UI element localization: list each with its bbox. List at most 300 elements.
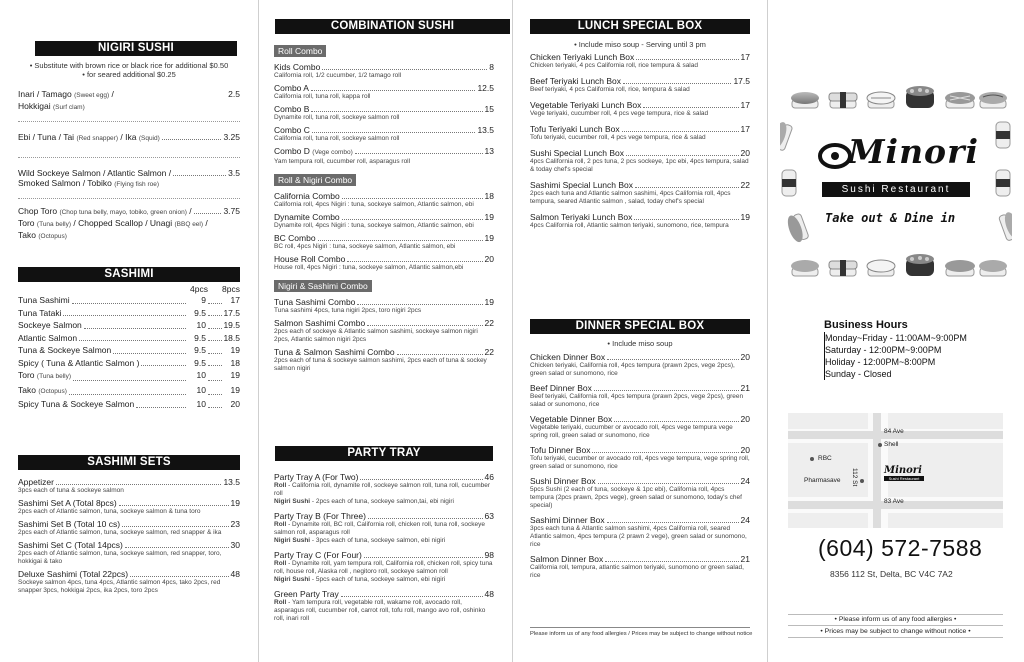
logo-fish-icon: [818, 139, 852, 169]
menu-item-title: [530, 76, 750, 86]
menu-item-description: 4pcs California roll, Atlantic salmon teriyaki, sunomono, rice, tempura: [530, 222, 729, 229]
nigiri-row-toro: Toro (Tuna belly) / Chopped Scallop / Unagi (BBQ eel) /: [18, 218, 208, 228]
sashimi-sets-header: SASHIMI SETS: [18, 455, 240, 470]
menu-item-title: [18, 519, 240, 529]
menu-item-description: 2pcs each of tuna & sockeye salmon sashimi, 2pcs each of tuna & sockey salmon nigiri: [274, 357, 487, 372]
panel-lunch-dinner: [513, 0, 767, 662]
sashimi-row: [18, 357, 240, 370]
lunch-item: [530, 212, 750, 230]
menu-item-title: [18, 477, 240, 487]
leader-dots: [347, 254, 482, 262]
map-block: [788, 413, 868, 429]
business-hours-line: Holiday - 12:00PM~8:00PM: [825, 357, 936, 367]
item-price: 13: [484, 146, 494, 156]
nigiri-row-wild-sockeye: Wild Sockeye Salmon / Atlantic Salmon / 3.5: [18, 168, 240, 178]
phone-number[interactable]: (604) 572-7588: [818, 535, 983, 561]
nigiri-list: [18, 89, 240, 242]
menu-item-title: [274, 146, 494, 158]
leader-dots: [113, 344, 186, 354]
lunch-note: • Include miso soup - Serving until 3 pm: [574, 40, 706, 49]
menu-item-description: Vege teriyaki, cucumber roll, 4 pcs vege tempura, rice & salad: [530, 110, 709, 117]
leader-dots: [72, 294, 186, 304]
price-4pcs: 10: [196, 370, 206, 380]
item-price: 20: [740, 148, 750, 158]
lunch-item: [530, 52, 750, 70]
leader-dots: [622, 124, 739, 132]
map-block: [888, 513, 1003, 528]
item-name: Tuna & Salmon Sashimi Combo: [274, 347, 395, 357]
item-name: Chicken Dinner Box: [530, 352, 606, 362]
nigiri-row-tako: Tako (Octopus): [18, 230, 67, 240]
price-4pcs: 9.5: [194, 345, 206, 355]
item-price: 23: [230, 519, 240, 529]
menu-item-title: [530, 148, 750, 158]
menu-item-title: [18, 569, 240, 579]
roll-nigiri-combo-group: [274, 191, 494, 272]
menu-item-title: [530, 414, 750, 424]
map-pin-icon: [860, 479, 864, 483]
menu-item-description: California roll, tuna roll, sockeye salmon roll: [274, 135, 400, 142]
business-hours-list: [824, 332, 1014, 380]
item-name: Party Tray B (For Three): [274, 511, 366, 521]
map-block: [888, 413, 1003, 429]
menu-item-description: 2pcs each tuna and Atlantic salmon sashimi, 4pcs California roll, 4pcs tempura, seared Atlantic salmon , salad, today chef's special: [530, 190, 731, 205]
item-price: 20: [740, 445, 750, 455]
dinner-item: [530, 445, 750, 471]
menu-item-description: Tofu teriyaki, cucumber or avocado roll, 4pcs vege tempura, vege spring roll, green salad or sunomono, rice: [530, 455, 750, 470]
item-name: Green Party Tray: [274, 589, 339, 599]
menu-item-description: California roll, 4pcs Nigiri : tuna, sockeye salmon, Atlantic salmon, ebi: [274, 201, 474, 208]
sashimi-header: SASHIMI: [18, 267, 240, 282]
nigiri-row-hokkigai: Hokkigai (Surf clam): [18, 101, 85, 111]
menu-item-title: [274, 589, 494, 599]
item-name: Tofu Dinner Box: [530, 445, 591, 455]
menu-item-title: [530, 52, 750, 62]
brand-tagline: Sushi Restaurant: [822, 182, 970, 197]
leader-dots: [626, 148, 739, 156]
item-price: 17: [740, 124, 750, 134]
dinner-item: [530, 554, 750, 580]
party-roll-description: Roll - Yam tempura roll, vegetable roll, wakame roll, avocado roll, asparagus roll, cucumber roll, carrot roll, tofu roll, mango avo roll, oshinko roll, inari roll: [274, 599, 486, 622]
price-4pcs: 10: [196, 384, 206, 395]
map-restaurant-marker: [884, 465, 924, 481]
price-8pcs: 19: [230, 384, 240, 395]
lunch-header: LUNCH SPECIAL BOX: [530, 19, 750, 34]
combo-item: [274, 191, 494, 209]
leader-dots: [592, 445, 738, 453]
sashimi-row: [18, 398, 240, 411]
leader-dots: [594, 383, 739, 391]
leader-dots: [355, 146, 483, 154]
menu-item-title: [530, 100, 750, 110]
lunch-item: [530, 100, 750, 118]
party-roll-description: Roll - California roll, dynamite roll, sockeye salmon roll, tuna roll, cucumber roll: [274, 482, 491, 497]
business-hours-line: Saturday - 12:00PM~9:00PM: [825, 345, 942, 355]
item-name: BC Combo: [274, 233, 316, 243]
combo-item: [274, 104, 494, 122]
sushi-left-column: [780, 120, 809, 244]
address: 8356 112 St, Delta, BC V4C 7A2: [830, 569, 953, 579]
combo-item: [274, 146, 494, 166]
allergy-note: • Please inform us of any food allergies •: [788, 614, 1003, 626]
leader-dots: [63, 307, 186, 317]
brand-name: Minori: [848, 132, 979, 171]
combo-item: [274, 233, 494, 251]
leader-dots: [598, 476, 739, 484]
party-nigiri-description: Nigiri Sushi - 2pcs each of tuna, sockeye salmon,tai, ebi nigiri: [274, 498, 454, 505]
item-price: 48: [230, 569, 240, 579]
leader-dots: [56, 477, 222, 485]
panel-cover: [768, 0, 1024, 662]
menu-item-title: [274, 347, 494, 357]
map-road-112-st: [873, 413, 881, 528]
item-name: Dynamite Combo: [274, 212, 340, 222]
item-price: 17: [740, 52, 750, 62]
item-price: 13.5: [223, 477, 240, 487]
item-price: 24: [740, 515, 750, 525]
leader-dots: [318, 233, 483, 241]
nigiri-row-chop-toro: Chop Toro (Chop tuna belly, mayo, tobiko, green onion) / 3.75: [18, 206, 240, 216]
nigiri-separator: [18, 198, 240, 199]
item-name: Sushi Dinner Box: [530, 476, 596, 486]
menu-item-description: 4pcs California roll, 2 pcs tuna, 2 pcs sockeye, 1pc ebi, 4pcs tempura, salad & today chef's special: [530, 158, 749, 173]
menu-item-title: [530, 445, 750, 455]
item-name: House Roll Combo: [274, 254, 346, 264]
item-name: Sashimi Set A (Total 8pcs): [18, 498, 117, 508]
item-price: 19: [230, 498, 240, 508]
leader-dots: [208, 344, 222, 354]
item-price: 48: [484, 589, 494, 599]
item-price: 20: [740, 352, 750, 362]
item-name: Spicy Tuna & Sockeye Salmon: [18, 399, 135, 409]
leader-dots: [605, 554, 738, 562]
sashimi-set-item: [18, 540, 240, 566]
dine-option-text: Take out & Dine in: [825, 211, 956, 225]
roll-combo-group: [274, 62, 494, 166]
item-name: Tuna Sashimi: [18, 295, 70, 305]
menu-item-description: Dynamite roll, tuna roll, sockeye salmon roll: [274, 114, 400, 121]
sashimi-row: [18, 307, 240, 320]
combination-header: COMBINATION SUSHI: [275, 19, 510, 34]
nigiri-row-inari: Inari / Tamago (Sweet egg) / 2.5: [18, 89, 240, 99]
item-name: Spicy ( Tuna & Atlantic Salmon ): [18, 357, 140, 368]
price-4pcs: 9.5: [194, 307, 206, 318]
roll-nigiri-combo-label: Roll & Nigiri Combo: [274, 174, 356, 186]
party-nigiri-description: Nigiri Sushi - 5pcs each of tuna, sockeye salmon, ebi nigiri: [274, 576, 446, 583]
map-restaurant-logo: Minori: [884, 465, 922, 476]
leader-dots: [364, 550, 483, 558]
menu-item-title: [530, 515, 750, 525]
leader-dots: [311, 104, 482, 112]
menu-item-description: Yam tempura roll, cucumber roll, asparagus roll: [274, 158, 411, 165]
dinner-note: • Include miso soup: [607, 339, 673, 348]
item-name: Atlantic Salmon: [18, 332, 78, 343]
price-8pcs: 19: [230, 370, 240, 380]
leader-dots: [136, 398, 186, 408]
item-price: 19: [740, 212, 750, 222]
item-name: Salmon Dinner Box: [530, 554, 604, 564]
menu-item-description: California roll, 1/2 cucumber, 1/2 tamago roll: [274, 72, 402, 79]
map-pin-icon: [810, 457, 814, 461]
menu-item-title: [530, 180, 750, 190]
leader-dots: [130, 569, 228, 577]
menu-item-description: California roll, tuna roll, kappa roll: [274, 93, 371, 100]
item-name: Tuna Tataki: [18, 307, 62, 318]
nigiri-separator: [18, 121, 240, 122]
map-label-pharmasave: Pharmasave: [804, 477, 841, 484]
item-price: 22: [484, 318, 494, 328]
item-name: Sockeye Salmon: [18, 320, 82, 330]
map-label-83-ave: 83 Ave: [884, 498, 904, 505]
item-name: Deluxe Sashimi (Total 22pcs): [18, 569, 129, 579]
party-roll-description: Roll - Dynamite roll, yam tempura roll, California roll, chicken roll, spicy tuna roll, house roll, Alaska roll , negitoro roll, sockeye salmon roll: [274, 560, 493, 575]
sashimi-sets-list: [18, 477, 240, 598]
menu-item-title: [274, 297, 494, 307]
menu-item-title: [274, 212, 494, 222]
lunch-list: [530, 52, 750, 236]
menu-item-title: [274, 83, 494, 93]
menu-item-description: 3pcs each tuna & Atlantic salmon sashimi, 4pcs California roll, seared Atlantic salmon, 4pcs tempura (2 prawn 2 vege), green salad or sunomono, rice: [530, 525, 747, 548]
item-price: 19: [484, 233, 494, 243]
item-name: Beef Dinner Box: [530, 383, 592, 393]
menu-item-title: [530, 212, 750, 222]
item-name: Party Tray A (For Two): [274, 472, 359, 482]
leader-dots: [141, 357, 186, 367]
dinner-header: DINNER SPECIAL BOX: [530, 319, 750, 334]
item-name: Salmon Sashimi Combo: [274, 318, 366, 328]
party-tray-list: [274, 472, 494, 628]
item-name: Tofu Teriyaki Lunch Box: [530, 124, 620, 134]
leader-dots: [397, 347, 483, 355]
item-name: Combo B: [274, 104, 310, 114]
nigiri-sashimi-combo-group: [274, 297, 494, 373]
price-4pcs: 10: [196, 399, 206, 409]
panel-nigiri-sashimi: [0, 0, 258, 662]
leader-dots: [79, 332, 186, 342]
menu-item-title: [530, 476, 750, 486]
party-tray-item: [274, 511, 494, 545]
panel-combination-party: [259, 0, 512, 662]
menu-item-description: Dynamite roll, 4pcs Nigiri : tuna, sockeye salmon, Atlantic salmon, ebi: [274, 222, 474, 229]
item-name: Sushi Special Lunch Box: [530, 148, 625, 158]
item-price: 19: [484, 212, 494, 222]
party-tray-header: PARTY TRAY: [275, 446, 493, 461]
menu-item-description: 2pcs each of Atlantic salmon, tuna, sockeye salmon, red snapper & ika: [18, 529, 222, 536]
sashimi-row: [18, 344, 240, 357]
price-8pcs: 18: [230, 357, 240, 368]
sushi-bottom-row: [791, 254, 1007, 276]
nigiri-note-brown-rice: • Substitute with brown rice or black rice for additional $0.50: [29, 61, 229, 70]
item-name: Tuna & Sockeye Salmon: [18, 345, 112, 355]
menu-item-description: Chicken teriyaki, 4 pcs California roll, rice tempura & salad: [530, 62, 698, 69]
leader-dots: [368, 511, 483, 519]
price-8pcs: 18.5: [223, 332, 240, 343]
item-price: 46: [484, 472, 494, 482]
menu-item-description: BC roll, 4pcs Nigiri : tuna, sockeye salmon, Atlantic salmon, ebi: [274, 243, 456, 250]
menu-item-title: [274, 62, 494, 72]
menu-item-title: [274, 550, 494, 560]
nigiri-sashimi-combo-label: Nigiri & Sashimi Combo: [274, 280, 372, 292]
price-4pcs: 9.5: [194, 357, 206, 368]
item-name: Sashimi Dinner Box: [530, 515, 605, 525]
item-name: Toro (Tuna belly): [18, 370, 71, 380]
item-price: 22: [740, 180, 750, 190]
nigiri-row-ebi: Ebi / Tuna / Tai (Red snapper) / Ika (Squid) 3.25: [18, 132, 240, 142]
menu-item-description: 2pcs each of Atlantic salmon, tuna, sockeye salmon, red snapper, toro, hokkigai & tako: [18, 550, 222, 565]
nigiri-row-smoked-salmon: Smoked Salmon / Tobiko (Flying fish roe): [18, 178, 160, 188]
combo-item: [274, 125, 494, 143]
leader-dots: [635, 180, 739, 188]
leader-dots: [69, 384, 186, 396]
menu-item-description: Tofu teriyaki, cucumber roll, 4 pcs vege tempura, rice & salad: [530, 134, 706, 141]
menu-item-title: [530, 124, 750, 134]
party-tray-item: [274, 472, 494, 506]
item-name: Kids Combo: [274, 62, 321, 72]
dinner-item: [530, 515, 750, 549]
item-price: 12.5: [477, 83, 494, 93]
lunch-item: [530, 124, 750, 142]
map-label-112-st: 112 St: [851, 468, 858, 487]
sushi-right-column: [996, 122, 1012, 242]
lunch-item: [530, 148, 750, 174]
dinner-item: [530, 476, 750, 510]
leader-dots: [208, 332, 222, 342]
price-8pcs: 19.5: [223, 320, 240, 330]
leader-dots: [208, 357, 222, 367]
item-price: 63: [484, 511, 494, 521]
price-8pcs: 20: [230, 399, 240, 409]
sashimi-col-headers: 4pcs 8pcs: [190, 284, 240, 294]
item-price: 8: [489, 62, 494, 72]
sashimi-set-item: [18, 569, 240, 595]
leader-dots: [208, 369, 222, 381]
sashimi-rows: [18, 294, 240, 411]
map-label-84-ave: 84 Ave: [884, 428, 904, 435]
roll-combo-label: Roll Combo: [274, 45, 326, 57]
menu-item-description: 3pcs each of tuna & sockeye salmon: [18, 487, 124, 494]
menu-item-title: [274, 125, 494, 135]
business-hours-line: Sunday - Closed: [825, 369, 892, 379]
sashimi-row: [18, 369, 240, 384]
item-price: 22: [484, 347, 494, 357]
dinner-item: [530, 383, 750, 409]
menu-item-description: 2pcs each of sockeye & Atlantic salmon sashimi, sockeye salmon nigiri 2pcs, Atlantic salmon nigiri 2pcs: [274, 328, 478, 343]
menu-item-title: [274, 191, 494, 201]
item-price: 20: [740, 414, 750, 424]
party-tray-item: [274, 550, 494, 584]
item-name: Combo A: [274, 83, 309, 93]
brand-logo: [818, 132, 979, 175]
party-nigiri-description: Nigiri Sushi - 3pcs each of tuna, sockeye salmon, ebi nigiri: [274, 537, 446, 544]
menu-footer-note: Please inform us of any food allergies / Prices may be subject to change without notice: [530, 631, 753, 637]
item-name: Beef Teriyaki Lunch Box: [530, 76, 622, 86]
item-price: 15: [484, 104, 494, 114]
price-4pcs: 10: [196, 320, 206, 330]
item-price: 13.5: [477, 125, 494, 135]
leader-dots: [623, 76, 731, 84]
menu-item-title: [274, 104, 494, 114]
combo-item: [274, 62, 494, 80]
item-price: 24: [740, 476, 750, 486]
leader-dots: [614, 414, 738, 422]
leader-dots: [125, 540, 229, 548]
menu-item-description: California roll, tempura, atlantic salmon teriyaki, sunomono or green salad, rice: [530, 564, 744, 579]
lunch-item: [530, 180, 750, 206]
leader-dots: [607, 515, 739, 523]
nigiri-note-seared: • for seared additional $0.25: [82, 70, 176, 79]
item-price: 98: [484, 550, 494, 560]
leader-dots: [312, 125, 476, 133]
combo-item: [274, 83, 494, 101]
sashimi-row: [18, 319, 240, 332]
leader-dots: [341, 589, 483, 597]
combination-list: [274, 41, 494, 376]
map-label-shell: Shell: [884, 441, 899, 448]
leader-dots: [607, 352, 738, 360]
leader-dots: [322, 62, 487, 70]
menu-item-description: Sockeye salmon 4pcs, tuna 4pcs, Atlantic salmon 4pcs, tako 2pcs, red snapper 3pcs, hokkigai 2pcs, ika 2pcs, toro 2pcs: [18, 579, 221, 594]
dinner-item: [530, 414, 750, 440]
nigiri-header: NIGIRI SUSHI: [35, 41, 237, 56]
item-price: 30: [230, 540, 240, 550]
item-price: 21: [740, 383, 750, 393]
item-name: Sashimi Set B (Total 10 cs): [18, 519, 121, 529]
menu-item-description: Beef teriyaki, California roll, 4pcs tempura (prawn 2pcs, vege 2pcs), green salad or sunomono, rice: [530, 393, 744, 408]
leader-dots: [636, 52, 738, 60]
menu-item-title: [274, 254, 494, 264]
menu-item-title: [18, 540, 240, 550]
menu-item-description: Tuna sashimi 4pcs, tuna nigiri 2pcs, toro nigiri 2pcs: [274, 307, 422, 314]
item-name: Chicken Teriyaki Lunch Box: [530, 52, 635, 62]
leader-dots: [357, 297, 482, 305]
combo-item: [274, 254, 494, 272]
sashimi-set-item: [18, 498, 240, 516]
item-name: Vegetable Dinner Box: [530, 414, 613, 424]
sashimi-set-item: [18, 477, 240, 495]
price-4pcs: 9: [201, 295, 206, 305]
price-note: • Prices may be subject to change without notice •: [788, 627, 1003, 638]
menu-item-description: Chicken teriyaki, California roll, 4pcs tempura (prawn 2pcs, vege 2pcs), green salad or sunomono, rice: [530, 362, 735, 377]
combo-item: [274, 347, 494, 373]
map-label-rbc: RBC: [818, 455, 832, 462]
menu-item-title: [18, 498, 240, 508]
nigiri-notes: [18, 61, 240, 79]
price-8pcs: 17.5: [223, 307, 240, 318]
leader-dots: [208, 319, 222, 329]
dinner-item: [530, 352, 750, 378]
price-8pcs: 17: [230, 295, 240, 305]
leader-dots: [119, 498, 229, 506]
business-hours: [824, 319, 1014, 380]
item-name: Tako (Octopus): [18, 384, 67, 395]
leader-dots: [643, 100, 738, 108]
item-name: Vegetable Teriyaki Lunch Box: [530, 100, 642, 110]
leader-dots: [634, 212, 738, 220]
menu-item-title: [530, 383, 750, 393]
item-name: Combo C: [274, 125, 310, 135]
sashimi-set-item: [18, 519, 240, 537]
item-name: Party Tray C (For Four): [274, 550, 362, 560]
leader-dots: [360, 472, 482, 480]
item-name: California Combo: [274, 191, 340, 201]
menu-item-title: [530, 554, 750, 564]
menu-item-title: [274, 318, 494, 328]
leader-dots: [208, 307, 222, 317]
menu-item-description: Vegetable teriyaki, cucumber or avocado roll, 4pcs vege tempura vege spring roll, green salad or sunomono, rice: [530, 424, 733, 439]
leader-dots: [311, 83, 475, 91]
menu-footer-rule: [530, 627, 750, 628]
leader-dots: [208, 294, 222, 304]
